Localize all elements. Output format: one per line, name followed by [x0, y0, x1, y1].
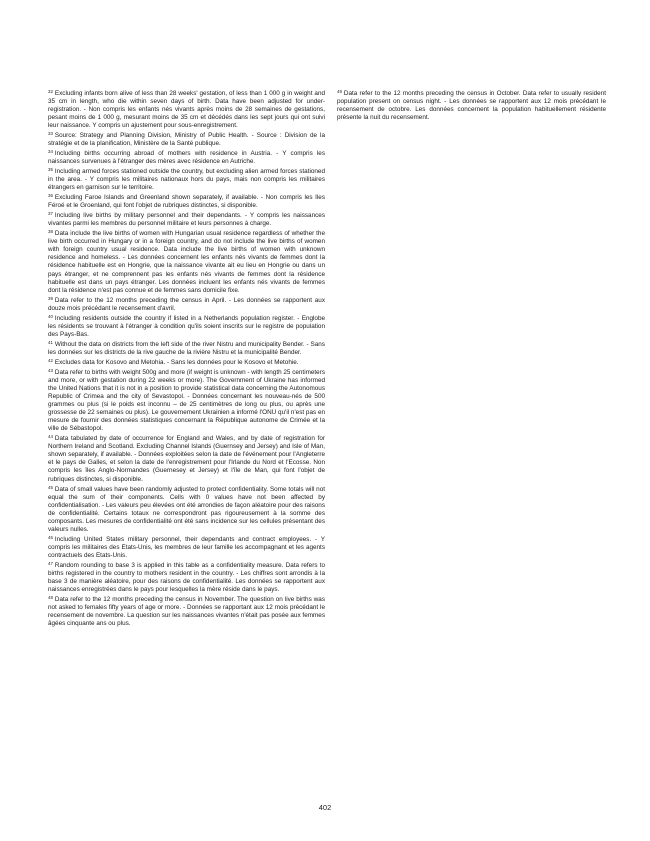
footnote: [48, 228, 325, 295]
footnote: [48, 433, 325, 483]
footnote-number: 48: [48, 595, 53, 601]
footnote-number: 41: [48, 339, 53, 345]
footnote-text: Data tabulated by date of occurrence for England and Wales, and by date of registration for Northern Ireland and Scotland. Excluding Channel Islands (Guernsey and Jersey) and Isle of Man, shown separately, if available. - Données exploitées selon la date de l'événement pour l'Angleterre et le pays de Galles, et selon la date de l'enregistrement pour l'Irlande du Nord et l'Ecosse. Non compris les îles Anglo-Normandes (Guernesey et Jersey) et l'île de Man, qui font l'objet de rubriques distinctes, si disponible.: [48, 435, 325, 483]
footnote-number: 39: [48, 295, 53, 301]
footnote: [48, 210, 325, 228]
footnote-text: Random rounding to base 3 is applied in this table as a confidentiality measure. Data refers to births registered in the country to mothers resident in the country. - Les chiffres sont arrondis à la base 3 de manière aléatoire, pour des raisons de confidentialité. Les données se rapportent aux naissances enregistrées dans le pays pour lesquelles la mère réside dans le pays.: [48, 561, 325, 594]
footnote-number: 36: [48, 193, 53, 199]
footnote-text: Including residents outside the country if listed in a Netherlands population register. - Englobe les résidents se trouvant à l'étranger à condition qu'ils soient inscrits sur le registre de population des Pays-Bas.: [48, 314, 325, 338]
footnote-text: Data include the live births of women with Hungarian usual residence regardless of whether the live birth occurred in Hungary or in a foreign country, and do not include the live births of women with foreign country usual residence. Data include the live births of women with unknown residence and homeless. - Les données concernent les enfants nés vivants de femmes dont la résidence habituelle est en Hongrie, que la naissance vivante ait eu lieu en Hongrie ou dans un pays étranger, et ne comprennent pas les enfants nés vivants de femmes dont la résidence habituelle est dans un pays étranger. Les données incluent les enfants nés vivants de femmes dont la résidence n'est pas connue et de femmes sans domicile fixe.: [48, 230, 325, 294]
footnote-number: 37: [48, 211, 53, 217]
footnote-number: 33: [48, 131, 53, 137]
footnote-text: Excluding Faroe Islands and Greenland shown separately, if available. - Non compris les Iles Féroé et le Groenland, qui font l'objet de rubriques distinctes, si disponible.: [48, 194, 325, 210]
footnote-text: Data refer to births with weight 500g and more (if weight is unknown - with length 25 centimeters and more, or with gestation during 22 weeks or more). The Government of Ukraine has informed the United Nations that it is not in a position to provide statistical data concerning the Autonomous Republic of Crimea and the city of Sevastopol. - Données concernant les nouveau-nés de 500 grammes ou plus (si le poids est inconnu – de 25 centimètres de long ou plus, ou après une grossesse de 22 semaines ou plus). Le gouvernement Ukrainien a informé l'ONU qu'il n'est pas en mesure de fournir des données statistiques concernant la République autonome de Crimée et la ville de Sébastopol.: [48, 368, 325, 433]
footnote: [48, 484, 325, 534]
footnote-number: 34: [48, 149, 53, 155]
footnote: [48, 166, 325, 192]
footnote-number: 49: [337, 89, 342, 94]
footnote-text: Source: Strategy and Planning Division, Ministry of Public Health. - Source : Division de la stratégie et de la planification, Ministère de la Santé publique.: [48, 132, 325, 148]
footnote: [48, 339, 325, 357]
footnote: [48, 88, 325, 130]
footnote-text: Excluding infants born alive of less than 28 weeks' gestation, of less than 1 000 g in weight and 35 cm in length, who die within seven days of birth. Data have been adjusted for under-registration. - Non compris les enfants nés vivants après moins de 28 semaines de gestations, pesant moins de 1 000 g, mesurant moins de 35 cm et décédés dans les sept jours qui ont suivi leur naissance. Y compris un ajustement pour sous-enregistrement.: [48, 89, 325, 130]
footnote: [48, 367, 325, 434]
footnote: [337, 88, 606, 122]
footnote: [48, 560, 325, 594]
footnote-number: 44: [48, 434, 53, 440]
footnote-number: 46: [48, 535, 53, 541]
footnote-text: Excludes data for Kosovo and Metohia. - Sans les données pour le Kosovo et Metohie.: [54, 358, 299, 366]
footnote-text: Including armed forces stationed outside the country, but excluding alien armed forces stationed in the area. - Y compris les militaires nationaux hors du pays, mais non compris les militaires étrangers en garnison sur le territoire.: [48, 168, 325, 192]
page-number: 402: [318, 803, 332, 812]
footnote-text: Without the data on districts from the left side of the river Nistru and municipality Bender. - Sans les données sur les districts de la rive gauche de la rivière Nistru et la municipalité Bender.: [48, 340, 325, 356]
footnote-number: 42: [48, 357, 53, 363]
footnote-number: 43: [48, 367, 53, 373]
footnote-number: 38: [48, 229, 53, 235]
footnotes-right-column: [337, 88, 606, 122]
footnotes-left-column: [48, 88, 325, 628]
footnote-text: Including live births by military personnel and their dependants. - Y compris les naissances vivantes parmi les membres du personnel militaire et leurs personnes à charge.: [48, 212, 325, 228]
footnote-number: 35: [48, 167, 53, 173]
footnote-text: Data refer to the 12 months preceding the census in October. Data refer to usually resident population present on census night. - Les données se rapportent aux 12 mois précédant le recensement de octobre. Les données concernent la population habituellement résidente présente la nuit du recensement.: [337, 89, 606, 122]
footnote: [48, 130, 325, 148]
footnote: [48, 295, 325, 313]
footnote-text: Data refer to the 12 months preceding the census in April. - Les données se rapportent aux douze mois précédant le recensement d'avril.: [48, 296, 325, 312]
footnote: [48, 313, 325, 339]
footnote-text: Data refer to the 12 months preceding the census in November. The question on live births was not asked to females fifty years of age or more. - Données se rapportant aux 12 mois précédant le recensement de novembre. La question sur les naissances vivantes n'était pas posée aux femmes âgées cinquante ans ou plus.: [48, 596, 325, 628]
footnote: [48, 594, 325, 628]
footnote-number: 40: [48, 313, 53, 319]
footnote: [48, 192, 325, 210]
footnote-text: Data of small values have been randomly adjusted to protect confidentiality. Some totals will not equal the sum of their components. Cells with 0 values have not been affected by confidentialisation. - Les valeurs peu élevées ont été arrondies de façon aléatoire pour des raisons de confidentialité. Certains totaux ne correspondront pas rigoureusement à la somme des composants. Les mesures de confidentialité ont été sans incidence sur les cellules présentant des valeurs nulles.: [48, 485, 325, 533]
footnote-number: 45: [48, 484, 53, 490]
footnote: [48, 148, 325, 166]
footnote: [48, 534, 325, 560]
footnote-text: Including United States military personnel, their dependants and contract employees. - Y compris les militaires des Etats-Unis, les membres de leur famille les accompagnant et les agents contractuels des Etats-Unis.: [48, 535, 325, 560]
footnote-text: Including births occurring abroad of mothers with residence in Austria. - Y compris les naissances survenues à l'étranger des mères avec résidence en Autriche.: [48, 150, 325, 166]
footnote: [48, 357, 325, 367]
footnote-number: 47: [48, 561, 53, 567]
footnote-number: 32: [48, 89, 53, 94]
